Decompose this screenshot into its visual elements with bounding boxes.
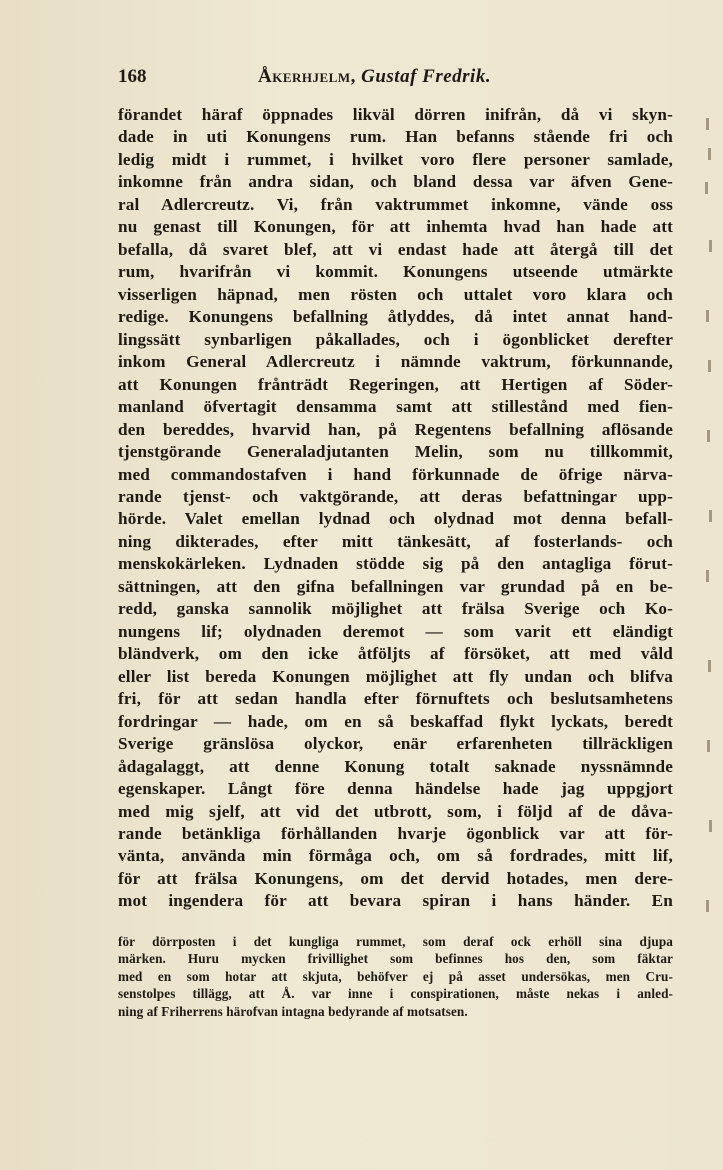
text-line: Sverige gränslösa olyckor, enär erfarenheten tillräckligen bbox=[118, 734, 673, 754]
text-line: vänta, använda min förmåga och, om så fordrades, mitt lif, bbox=[118, 846, 673, 866]
text-line: rande betänkliga förhållanden hvarje ögonblick var att för- bbox=[118, 824, 673, 843]
text-line: att Konungen frånträdt Regeringen, att Hertigen af Söder- bbox=[118, 374, 673, 394]
text-line: menskokärleken. Lydnaden stödde sig på den antagliga förut- bbox=[118, 554, 673, 574]
footnote bbox=[118, 933, 673, 1023]
text-line: nungens lif; olydnaden deremot — som varit ett eländigt bbox=[118, 621, 673, 641]
text-line: rande tjenst- och vaktgörande, att deras befattningar upp- bbox=[118, 486, 673, 506]
text-line: rum, hvarifrån vi kommit. Konungens utseende utmärkte bbox=[118, 262, 673, 282]
footnote-line: märken. Huru mycken frivillighet som befinnes hos den, som fäktar bbox=[118, 951, 673, 967]
text-line: redige. Konungens befallning åtlyddes, då intet annat hand- bbox=[118, 307, 673, 327]
text-line: visserligen häpnad, men rösten och uttalet voro klara och bbox=[118, 284, 673, 304]
bleed-mark bbox=[705, 182, 708, 194]
text-line: med commandostafven i hand förkunnade de öfrige närva- bbox=[118, 464, 673, 484]
bleed-mark bbox=[709, 240, 712, 252]
bleed-mark bbox=[706, 118, 709, 130]
text-line: nu genast till Konungen, för att inhemta hvad han hade att bbox=[118, 217, 673, 237]
text-line: hörde. Valet emellan lydnad och olydnad mot denna befall- bbox=[118, 509, 673, 529]
bleed-mark bbox=[708, 148, 711, 160]
bleed-mark bbox=[707, 430, 710, 442]
body-text bbox=[118, 104, 673, 912]
running-head-person: Gustaf Fredrik. bbox=[361, 66, 492, 87]
footnote-line: ning af Friherrens härofvan intagna bedyrande af motsatsen. bbox=[118, 1003, 468, 1019]
bleed-mark bbox=[706, 310, 709, 322]
footnote-line: senstolpes tillägg, att Å. var inne i conspirationen, måste nekas i anled- bbox=[118, 986, 673, 1002]
text-line: inkomne från andra sidan, och bland dessa var äfven Gene- bbox=[118, 172, 673, 192]
text-line: fordringar — hade, om en så beskaffad flykt lyckats, beredt bbox=[118, 711, 673, 731]
running-head bbox=[258, 66, 491, 88]
bleed-mark bbox=[706, 570, 709, 582]
running-head-author: Åkerhjelm, bbox=[258, 66, 356, 87]
footnote-line: för dörrposten i det kungliga rummet, som deraf ock erhöll sina djupa bbox=[118, 934, 673, 949]
text-line: ådagalaggt, att denne Konung totalt saknade nyssnämnde bbox=[118, 756, 673, 776]
text-line: lingssätt synbarligen påkallades, och i ögonblicket derefter bbox=[118, 329, 673, 349]
text-line: för att frälsa Konungens, om det dervid hotades, men dere- bbox=[118, 868, 673, 888]
text-line: ral Adlercreutz. Vi, från vaktrummet inkomne, vände oss bbox=[118, 194, 673, 214]
text-line: med mig sjelf, att vid det utbrott, som, i följd af de dåva- bbox=[118, 801, 673, 821]
text-line: bländverk, om den icke åtföljts af försöket, att med våld bbox=[118, 644, 673, 664]
text-line: redd, ganska sannolik möjlighet att frälsa Sverige och Ko- bbox=[118, 599, 673, 619]
bleed-mark bbox=[707, 740, 710, 752]
text-line: eller list bereda Konungen möjlighet att fly undan och blifva bbox=[118, 666, 673, 686]
text-line: förandet häraf öppnades likväl dörren inifrån, då vi skyn- bbox=[118, 105, 673, 124]
text-line: fri, för att sedan handla efter förnuftets och beslutsamhetens bbox=[118, 689, 673, 709]
page-header bbox=[118, 66, 638, 94]
text-line: inkom General Adlercreutz i nämnde vaktrum, förkunnande, bbox=[118, 352, 673, 372]
bleed-mark bbox=[709, 510, 712, 522]
text-line: egenskaper. Långt före denna händelse hade jag uppgjort bbox=[118, 779, 673, 799]
text-line: ledig midt i rummet, i hvilket voro flere personer samlade, bbox=[118, 149, 673, 169]
page-number: 168 bbox=[118, 66, 147, 87]
text-line: tjenstgörande Generaladjutanten Melin, som nu tillkommit, bbox=[118, 442, 673, 462]
bleed-through-margin bbox=[700, 100, 723, 1000]
text-line: sättningen, att den gifna befallningen var grundad på en be- bbox=[118, 576, 673, 596]
bleed-mark bbox=[706, 900, 709, 912]
bleed-mark bbox=[709, 820, 712, 832]
text-line: dade in uti Konungens rum. Han befanns stående fri och bbox=[118, 127, 673, 147]
bleed-mark bbox=[708, 660, 711, 672]
text-line: ning dikterades, efter mitt tänkesätt, af fosterlands- och bbox=[118, 531, 673, 551]
bleed-mark bbox=[708, 360, 711, 372]
footnote-line: med en som hotar att skjuta, behöfver ej på asset undersökas, men Cru- bbox=[118, 968, 673, 984]
text-line: befalla, då svaret blef, att vi endast hade att återgå till det bbox=[118, 239, 673, 259]
text-line: manland öfvertagit densamma samt att stillestånd med fien- bbox=[118, 397, 673, 417]
text-line: mot ingendera för att bevara spiran i hans händer. En bbox=[118, 891, 673, 911]
text-line: den bereddes, hvarvid han, på Regentens befallning aflösande bbox=[118, 419, 673, 439]
